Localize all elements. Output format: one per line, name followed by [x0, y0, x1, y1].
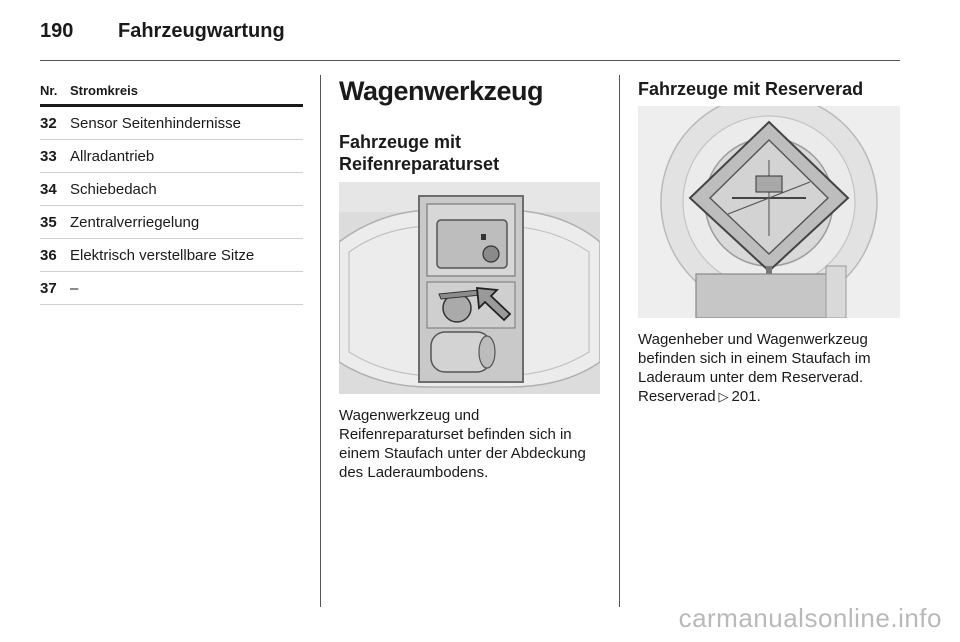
fuse-number: 33 — [40, 140, 70, 173]
repair-kit-text: Wagenwerkzeug und Reifenreparaturset befinden sich in einem Staufach unter der Abdeckung des Laderaumbodens. — [339, 407, 586, 481]
page-number: 190 — [40, 20, 74, 42]
fuse-circuit: – — [70, 272, 303, 305]
table-row — [40, 239, 303, 272]
spare-wheel-body: Wagenheber und Wagenwerkzeug befinden sich in einem Staufach im Laderaum unter dem Reserverad. — [638, 331, 871, 386]
repair-kit-heading-line2: Reifenreparaturset — [339, 154, 500, 174]
spare-wheel-text — [638, 330, 903, 406]
table-row — [40, 206, 303, 239]
fuse-number: 34 — [40, 173, 70, 206]
table-row — [40, 272, 303, 305]
page-title: Fahrzeugwartung — [118, 20, 285, 42]
spare-wheel-illustration — [638, 106, 900, 318]
watermark: carmanualsonline.info — [678, 603, 942, 633]
page-reference-label: Reserverad — [638, 388, 716, 405]
fuse-number: 37 — [40, 272, 70, 305]
fuse-circuit: Schiebedach — [70, 173, 303, 206]
table-row — [40, 173, 303, 206]
spare-wheel-heading: Fahrzeuge mit Reserverad — [638, 79, 864, 99]
fuse-circuit: Zentralverriegelung — [70, 206, 303, 239]
section-heading: Wagenwerkzeug — [339, 76, 544, 106]
repair-kit-illustration — [339, 182, 600, 394]
column-divider — [320, 75, 321, 607]
page-reference[interactable] — [638, 388, 761, 405]
table-row — [40, 140, 303, 173]
fuse-number: 36 — [40, 239, 70, 272]
repair-kit-heading — [339, 131, 599, 175]
table-row — [40, 106, 303, 140]
arrow-ref-icon: ▷ — [718, 389, 729, 404]
fuse-circuit: Elektrisch verstellbare Sitze — [70, 239, 303, 272]
column-header-nr: Nr. — [40, 80, 70, 106]
fuse-table — [40, 80, 303, 305]
page-reference-number: 201. — [731, 388, 761, 405]
column-divider — [619, 75, 620, 607]
fuse-number: 32 — [40, 106, 70, 140]
table-header-row — [40, 80, 303, 106]
column-header-circuit: Stromkreis — [70, 80, 303, 106]
page-header — [40, 14, 900, 61]
fuse-circuit: Allradantrieb — [70, 140, 303, 173]
fuse-number: 35 — [40, 206, 70, 239]
fuse-circuit: Sensor Seitenhindernisse — [70, 106, 303, 140]
repair-kit-heading-line1: Fahrzeuge mit — [339, 132, 462, 152]
